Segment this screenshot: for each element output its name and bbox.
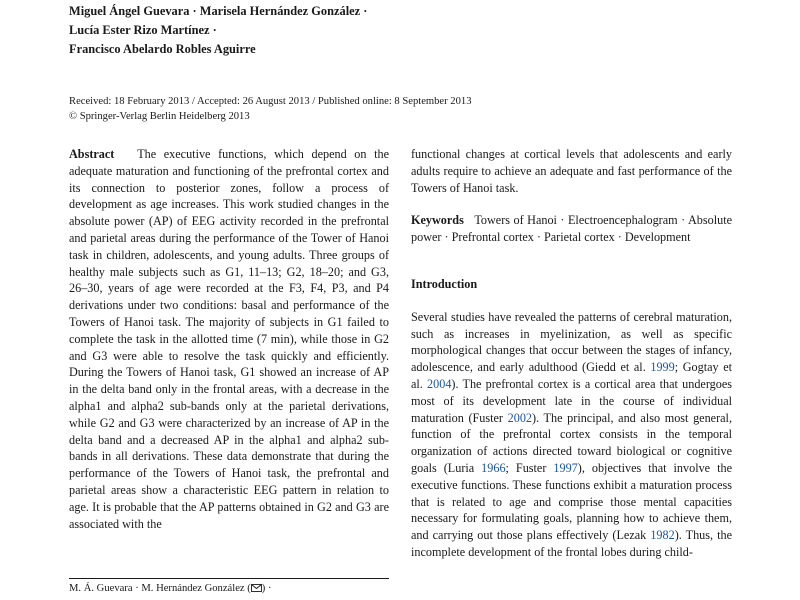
abstract-continuation: functional changes at cortical levels that adolescents and early adults require to achieve an adequate and fast performance of the Towers of Hanoi task. [411, 147, 732, 195]
keywords [411, 212, 732, 246]
citation-link[interactable]: 2002 [507, 410, 533, 425]
intro-text: ), objectives that involve the executive functions. These functions exhibit a maturation process that is related to age and comprise those mental capacities necessary for formulating goals, planning how to achieve them, and carrying out those plans effectively (Lezak [411, 460, 732, 543]
copyright-line: © Springer-Verlag Berlin Heidelberg 2013 [69, 111, 250, 122]
footnote-divider [69, 578, 389, 579]
right-column [411, 146, 732, 561]
citation-link[interactable]: 1999 [650, 360, 675, 375]
citation-link[interactable]: 1982 [650, 528, 675, 543]
left-column [69, 146, 389, 532]
intro-text: ). Thus, the incomplete development of the frontal lobes during child- [411, 528, 732, 559]
intro-text: Several studies have revealed the patterns of cerebral maturation, such as increases in myelinization, as well as specific morphological changes that occur between the stages of infancy, adolescence, and early adulthood (Giedd et al. [411, 309, 732, 375]
author-line: Miguel Ángel Guevara · Marisela Hernández González · [69, 4, 368, 18]
author-list [69, 2, 367, 59]
envelope-icon[interactable] [251, 583, 262, 594]
article-history [69, 94, 472, 124]
author-line: Francisco Abelardo Robles Aguirre [69, 42, 256, 56]
citation-link[interactable]: 1997 [553, 460, 578, 475]
history-dates: Received: 18 February 2013 / Accepted: 26 August 2013 / Published online: 8 September 2013 [69, 96, 472, 107]
intro-text: ; Fuster [505, 460, 554, 475]
section-heading-introduction: Introduction [411, 276, 478, 291]
introduction-paragraph [411, 309, 732, 561]
abstract-text: The executive functions, which depend on the adequate maturation and functioning of the prefrontal cortex and its connection to posterior zones, follow a process of development as age increases. This work studied changes in the absolute power (AP) of EEG activity recorded in the prefrontal and parietal areas during the performance of the Tower of Hanoi task in children, adolescents, and young adults. Three groups of healthy male subjects such as G1, 11–13; G2, 18–20; and G3, 26–30, years of age were recorded at the F3, F4, P3, and P4 derivations under two conditions: basal and performance of the Towers of Hanoi task. The majority of subjects in G1 failed to complete the task in the allotted time (7 min), while those in G2 and G3 were able to resolve the task quickly and efficiently. During the Towers of Hanoi task, G1 showed an increase of AP in the delta band only in the frontal areas, with a decrease in the alpha1 and alpha2 sub-bands only at the parietal derivations, while G2 and G3 were characterized by an increase of AP in the delta band and a decreased AP in the alpha1 and alpha2 sub-bands in all derivations. These data demonstrate that during the performance of the Towers of Hanoi task, the prefrontal and parietal areas show a characteristic EEG pattern in relation to age. It is probable that the AP patterns obtained in G2 and G3 are associated with the [69, 147, 389, 531]
keywords-label: Keywords [411, 213, 464, 228]
citation-link[interactable]: 1966 [481, 460, 506, 475]
author-affiliation-footnote [69, 582, 272, 596]
intro-text: ). The prefrontal cortex is a cortical area that undergoes most of its development late in the course of individual maturation (Fuster [411, 376, 733, 425]
keywords-text: Towers of Hanoi · Electroencephalogram · Absolute power · Prefrontal cortex · Parietal cortex · Development [411, 213, 733, 245]
author-line: Lucía Ester Rizo Martínez · [69, 23, 217, 37]
intro-text: ). The principal, and also most general, function of the prefrontal cortex consists in the temporal organization of actions directed toward biological or cognitive goals (Luria [411, 410, 732, 475]
footnote-text: M. Á. Guevara · M. Hernández González ( [69, 583, 251, 594]
abstract-label: Abstract [69, 147, 115, 161]
citation-link[interactable]: 2004 [427, 376, 452, 391]
intro-text: ; Gogtay et al. [411, 360, 733, 391]
abstract [69, 146, 389, 532]
footnote-tail: ) · [261, 583, 272, 594]
